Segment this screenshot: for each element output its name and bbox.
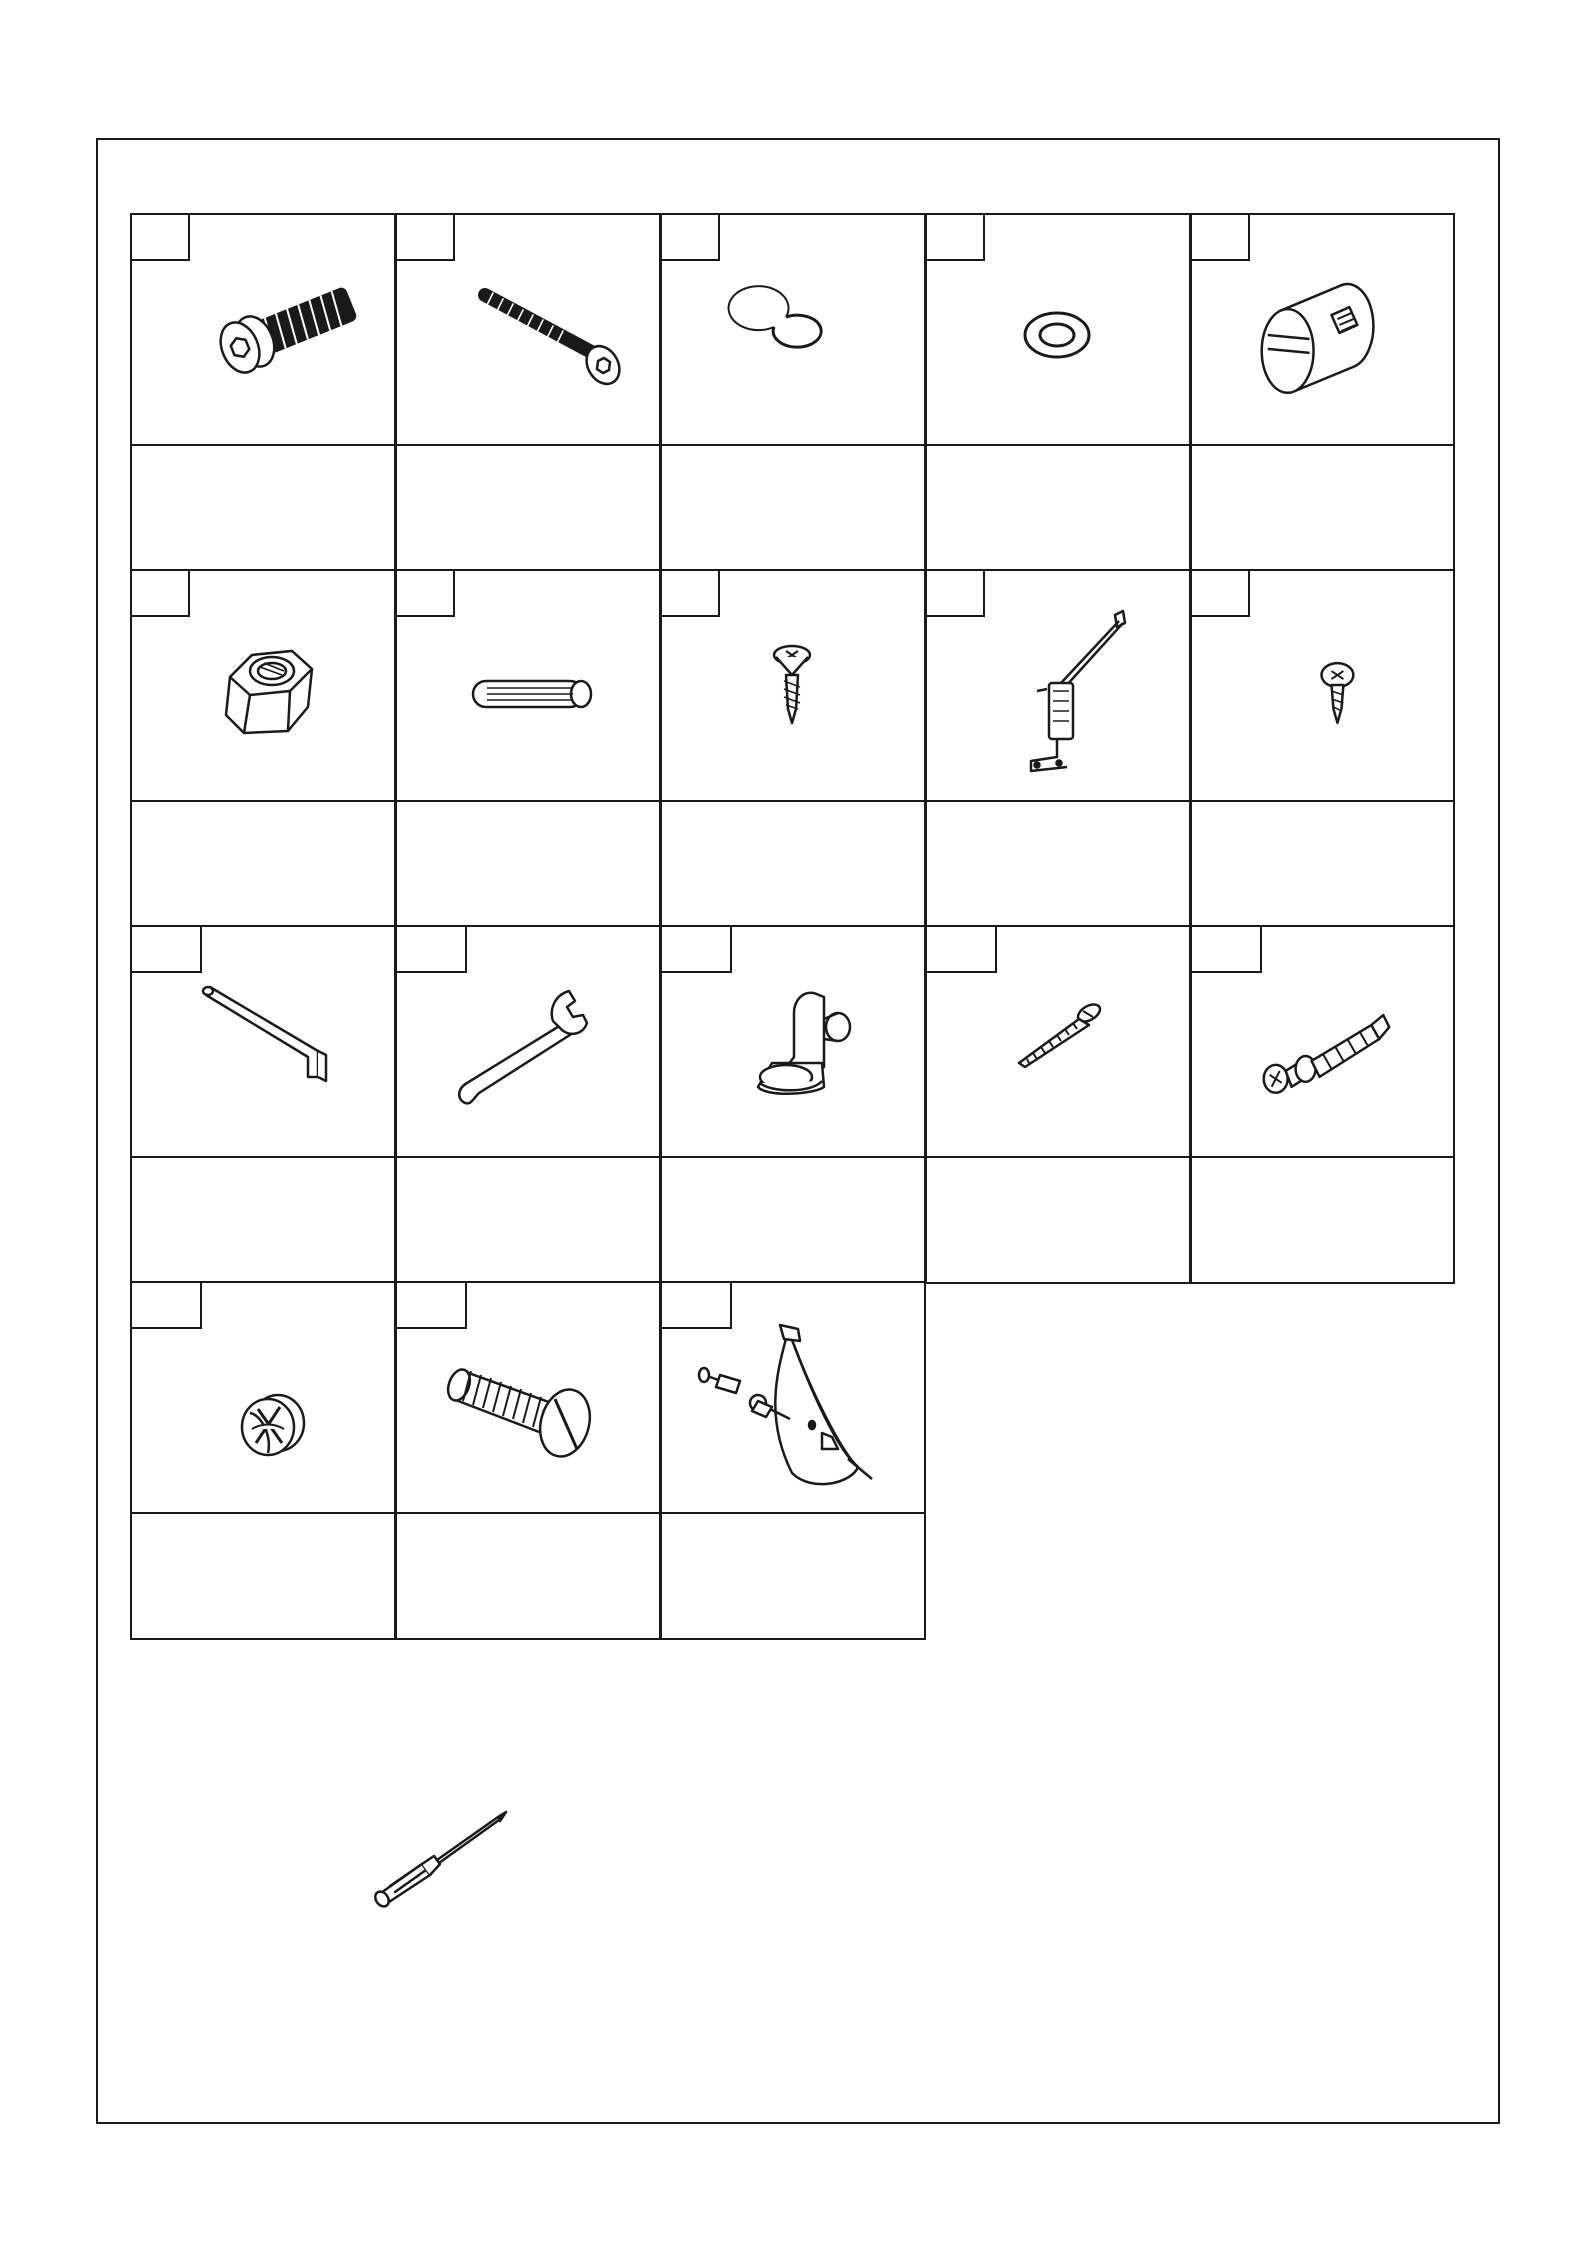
part-image-cell <box>660 569 926 802</box>
part-quantity-cell <box>130 1512 396 1640</box>
part-quantity <box>132 802 394 926</box>
part-id-tag <box>925 569 985 617</box>
part-quantity <box>397 1514 659 1638</box>
part-quantity <box>132 1514 394 1638</box>
part-quantity-cell <box>925 444 1191 572</box>
part-image-cell <box>130 1281 396 1514</box>
part-quantity <box>397 802 659 926</box>
part-quantity-cell <box>925 800 1191 928</box>
part-id-tag <box>130 213 190 261</box>
part-image-cell <box>395 925 661 1158</box>
part-quantity-cell <box>925 1156 1191 1284</box>
screwdriver-icon <box>360 1800 520 1910</box>
part-quantity-cell <box>1190 800 1455 928</box>
part-quantity <box>132 1158 394 1282</box>
part-quantity <box>662 446 924 570</box>
part-image-cell <box>1190 213 1455 446</box>
tools-section <box>360 1800 520 1910</box>
part-quantity <box>397 446 659 570</box>
part-image-cell <box>130 213 396 446</box>
part-quantity <box>927 802 1189 926</box>
part-quantity <box>1192 446 1453 570</box>
part-image-cell <box>130 569 396 802</box>
part-quantity-cell <box>1190 444 1455 572</box>
part-id-tag <box>130 925 202 973</box>
part-quantity <box>662 1158 924 1282</box>
part-image-cell <box>660 1281 926 1514</box>
part-image-cell <box>395 569 661 802</box>
part-id-tag <box>660 1281 732 1329</box>
part-quantity <box>662 1514 924 1638</box>
part-id-tag <box>395 569 455 617</box>
part-quantity <box>1192 1158 1453 1282</box>
part-image-cell <box>925 569 1191 802</box>
part-id-tag <box>395 925 467 973</box>
part-image-cell <box>1190 925 1455 1158</box>
part-quantity-cell <box>130 444 396 572</box>
part-quantity <box>927 446 1189 570</box>
part-id-tag <box>130 569 190 617</box>
part-id-tag <box>130 1281 202 1329</box>
part-quantity-cell <box>660 1512 926 1640</box>
part-id-tag <box>660 925 732 973</box>
part-id-tag <box>1190 213 1250 261</box>
part-id-tag <box>1190 925 1262 973</box>
part-quantity-cell <box>1190 1156 1455 1284</box>
part-quantity-cell <box>395 800 661 928</box>
part-quantity <box>397 1158 659 1282</box>
part-id-tag <box>1190 569 1250 617</box>
part-quantity-cell <box>130 1156 396 1284</box>
part-quantity-cell <box>395 1512 661 1640</box>
part-image-cell <box>130 925 396 1158</box>
part-id-tag <box>925 925 997 973</box>
part-quantity-cell <box>660 1156 926 1284</box>
part-quantity-cell <box>395 444 661 572</box>
part-image-cell <box>395 1281 661 1514</box>
part-id-tag <box>395 1281 467 1329</box>
part-quantity-cell <box>660 444 926 572</box>
part-quantity <box>662 802 924 926</box>
part-quantity <box>1192 802 1453 926</box>
part-quantity <box>132 446 394 570</box>
part-quantity <box>927 1158 1189 1282</box>
part-id-tag <box>660 213 720 261</box>
part-id-tag <box>660 569 720 617</box>
part-image-cell <box>660 925 926 1158</box>
part-quantity-cell <box>395 1156 661 1284</box>
part-id-tag <box>395 213 455 261</box>
part-id-tag <box>925 213 985 261</box>
part-image-cell <box>925 213 1191 446</box>
part-image-cell <box>660 213 926 446</box>
part-image-cell <box>1190 569 1455 802</box>
part-quantity-cell <box>130 800 396 928</box>
part-quantity-cell <box>660 800 926 928</box>
part-image-cell <box>925 925 1191 1158</box>
part-image-cell <box>395 213 661 446</box>
